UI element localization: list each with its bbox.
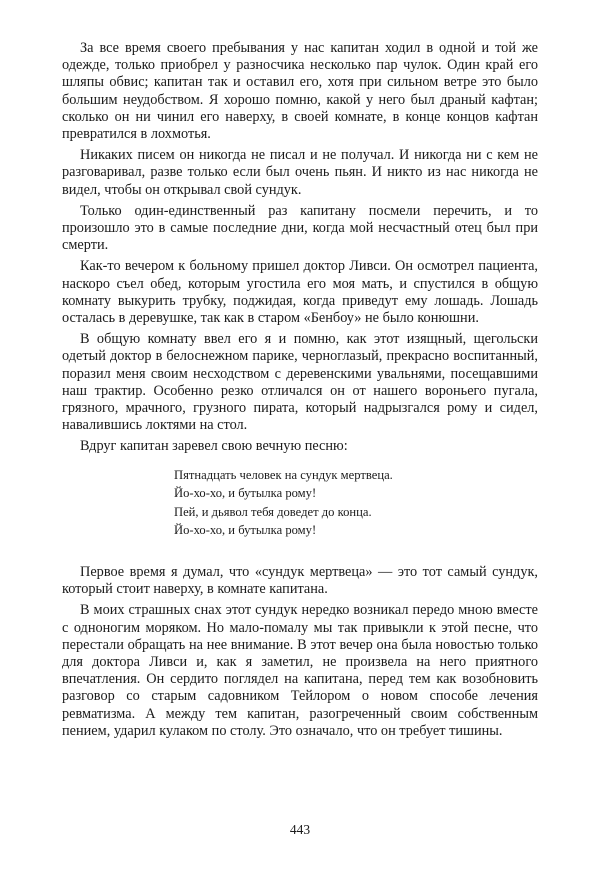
paragraph-song-intro: Вдруг капитан заревел свою вечную песню: [80, 438, 348, 455]
verse-line: Йо-хо-хо, и бутылка рому! [174, 486, 317, 501]
verse-gap [62, 554, 538, 564]
paragraph-dead-mans-chest: Первое время я думал, что «сундук мертвеца» — это тот самый сундук, который стоит наверху, в комнате капитана. [62, 564, 538, 598]
song-verse [62, 466, 538, 540]
verse-line: Пей, и дьявол тебя доведет до конца. [174, 504, 372, 519]
paragraph-letters: Никаких писем он никогда не писал и не получал. И никогда ни с кем не разговаривал, разве только если был очень пьян. И никто из нас никогда не видел, чтобы он открывал свой сундук. [62, 147, 538, 198]
paragraph-doctor-visit: Как-то вечером к больному пришел доктор Ливси. Он осмотрел пациента, наскоро съел обед, которым угостила его моя мать, и спустился в общую комнату выкурить трубку, поджидая, когда приведут ему лошадь. Лошадь осталась в деревушке, так как в старом «Бенбоу» не было конюшни. [62, 258, 538, 327]
paragraph-clothes: За все время своего пребывания у нас капитан ходил в одной и той же одежде, только приобрел у разносчика несколько пар чулок. Один край его шляпы обвис; капитан так и оставил его, хотя при сильном ветре это было большим неудобством. Я хорошо помню, какой у него был драный кафтан; сколько он ни чинил его наверху, в своей комнате, в конце концов кафтан превратился в лохмотья. [62, 40, 538, 143]
verse-line: Пятнадцать человек на сундук мертвеца. [174, 467, 393, 482]
page-number: 443 [289, 822, 311, 837]
page-text [62, 40, 538, 740]
verse-line: Йо-хо-хо, и бутылка рому! [174, 523, 317, 538]
paragraph-contradiction: Только один-единственный раз капитану посмели перечить, и то произошло это в самые последние дни, когда мой несчастный отец был при смерти. [62, 202, 538, 254]
paragraph-doctor-description: В общую комнату ввел его я и помню, как этот изящный, щегольски одетый доктор в белоснежном парике, черноглазый, прекрасно воспитанный, поразил меня своим несходством с деревенскими увальнями, посещавшими наш трактир. Особенно резко отличался он от нашего вороньего пугала, грязного, мрачного, грузного пирата, который надрызгался рому и сидел, навалившись локтями на стол. [62, 331, 538, 434]
paragraph-dreams: В моих страшных снах этот сундук нередко возникал передо мною вместе с одноногим моряком. Но мало-помалу мы так привыкли к этой песне, что перестали обращать на нее внимание. В этот вечер она была новостью только для доктора Ливси и, как я заметил, не произвела на него приятного впечатления. Он сердито поглядел на капитана, перед тем как возобновить разговор со старым садовником Тейлором о новом способе лечения ревматизма. А между тем капитан, разогреченный своим собственным пением, ударил кулаком по столу. Это означало, что он требует тишины. [62, 602, 538, 739]
